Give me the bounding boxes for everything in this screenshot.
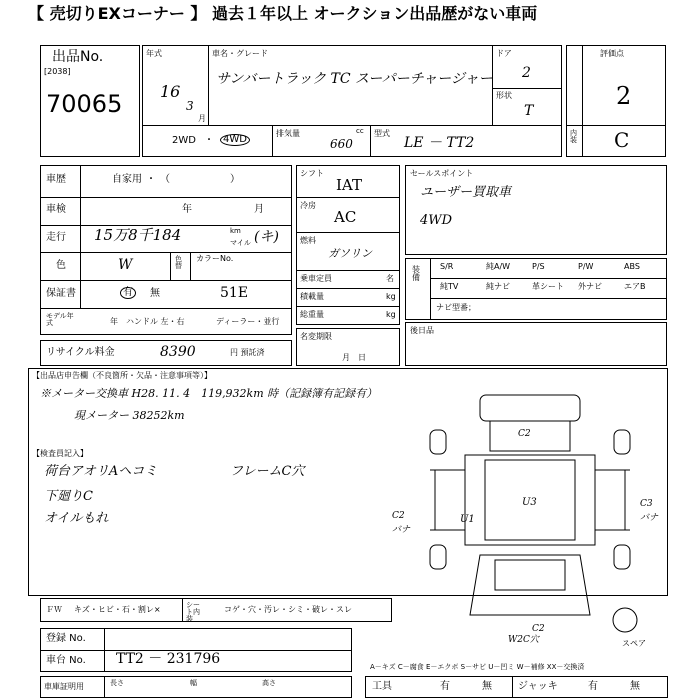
capacity-label: 乗車定員 bbox=[300, 274, 332, 283]
tools-box bbox=[365, 676, 668, 698]
displacement-label: 排気量 bbox=[276, 129, 300, 138]
equipment-item: ABS bbox=[624, 262, 640, 271]
color-label: 色 bbox=[56, 260, 66, 271]
eval-label: 評価点 bbox=[600, 49, 624, 58]
model-label: 型式 bbox=[374, 129, 390, 138]
notes-line1: ※メーター交換車 H28. 11. 4 119,932km 時（記録簿有記録有） bbox=[40, 387, 378, 400]
recycle-unit: 円 預託済 bbox=[230, 348, 265, 357]
shift-label: シフト bbox=[300, 169, 324, 178]
dim-height: 高さ bbox=[262, 679, 276, 687]
diagram-bottom-note2: W2C穴 bbox=[508, 635, 539, 645]
eval-value: 2 bbox=[616, 82, 632, 110]
body-label: 形状 bbox=[496, 91, 512, 100]
inspection-month: 月 bbox=[254, 204, 264, 215]
inspector-line1: 荷台アオリAヘコミ bbox=[44, 464, 158, 479]
inspection-label: 車検 bbox=[46, 204, 66, 215]
equipment-item: 純TV bbox=[440, 282, 459, 291]
recycle-label: リサイクル料金 bbox=[46, 347, 115, 358]
ac-label: 冷房 bbox=[300, 201, 316, 210]
lot-number: 70065 bbox=[46, 90, 123, 118]
diagram-right-note2: バナ bbox=[640, 513, 659, 523]
retrofit-label: 後日品 bbox=[410, 326, 434, 335]
warranty-label: 保証書 bbox=[46, 288, 76, 299]
sheet-title: 【 売切りEXコーナー 】 過去１年以上 オークション出品歴がない車両 bbox=[28, 4, 538, 23]
lot-subcode: [2038] bbox=[44, 67, 71, 76]
equipment-item: P/S bbox=[532, 262, 545, 271]
equipment-item: 外ナビ bbox=[578, 282, 602, 291]
navi-label: ナビ型番； bbox=[436, 303, 476, 312]
dim-width: 幅 bbox=[190, 679, 197, 687]
recycle-value: 8390 bbox=[160, 344, 196, 360]
tool-no: 無 bbox=[482, 681, 492, 692]
sales-point1: ユーザー買取車 bbox=[420, 185, 512, 200]
equipment-item: P/W bbox=[578, 262, 594, 271]
name-value: サンバートラック TC スーパーチャージャー bbox=[216, 71, 493, 87]
jack-no: 無 bbox=[630, 681, 640, 692]
color-change-label: 色替 bbox=[175, 255, 182, 270]
equipment-item: エアB bbox=[624, 282, 646, 291]
dealer-label: ディーラー・並行 bbox=[216, 317, 280, 326]
fuel-label: 燃料 bbox=[300, 236, 316, 245]
month-unit: 月 bbox=[198, 114, 206, 123]
chassis-label: 車台 No. bbox=[46, 655, 86, 666]
spare-label: スペア bbox=[622, 639, 646, 648]
fw-label: ＦＷ bbox=[46, 605, 62, 614]
fuel-value: ガソリン bbox=[328, 247, 372, 260]
color-no-label: カラーNo. bbox=[196, 254, 234, 263]
inspector-label: 【検査員記入】 bbox=[32, 449, 88, 458]
handle-label: ハンドル 左・右 bbox=[126, 317, 185, 326]
sales-box bbox=[405, 165, 667, 255]
name-change-label: 名変期限 bbox=[300, 332, 332, 341]
seat-label: シート内装 bbox=[186, 601, 200, 623]
inspection-year: 年 bbox=[182, 204, 192, 215]
name-label: 車名・グレード bbox=[212, 49, 268, 58]
sales-label: セールスポイント bbox=[410, 169, 474, 178]
diagram-u3: U3 bbox=[522, 497, 537, 508]
jack-yes: 有 bbox=[588, 681, 598, 692]
shift-value: IAT bbox=[336, 176, 362, 194]
body-value: T bbox=[524, 103, 534, 119]
history-label: 車歴 bbox=[46, 174, 66, 185]
model-year-label: モデル年式 bbox=[46, 312, 74, 327]
mileage-note: (キ) bbox=[254, 229, 279, 245]
diagram-c2-top: C2 bbox=[518, 429, 531, 439]
drive-4wd: 4WD bbox=[220, 134, 250, 146]
doors-value: 2 bbox=[522, 65, 531, 81]
model-value: LE － TT2 bbox=[404, 135, 475, 151]
interior-label: 内装 bbox=[570, 129, 577, 144]
history-private: 自家用 bbox=[112, 174, 142, 185]
reg-label: 登録 No. bbox=[46, 633, 86, 644]
displacement-value: 660 bbox=[330, 137, 353, 151]
color-no-value: 51E bbox=[220, 285, 249, 301]
inspector-line3: オイルもれ bbox=[44, 511, 109, 526]
chassis-value: TT2 － 231796 bbox=[116, 651, 221, 667]
lot-label: 出品No. bbox=[52, 49, 104, 65]
equipment-item: 純A/W bbox=[486, 262, 511, 271]
load-label: 積載量 bbox=[300, 292, 324, 301]
warranty-yes: 有 bbox=[120, 287, 136, 299]
year-label: 年式 bbox=[146, 49, 162, 58]
diagram-right-note: C3 bbox=[640, 499, 653, 509]
color-value: W bbox=[118, 257, 133, 273]
mileage-value: 15万8千184 bbox=[94, 226, 182, 244]
month-value: 3 bbox=[186, 99, 194, 113]
diagram-bottom-note: C2 bbox=[532, 624, 545, 634]
name-change-unit: 月 日 bbox=[342, 353, 366, 362]
history-paren: （ ） bbox=[160, 174, 240, 185]
equipment-item: 純ナビ bbox=[486, 282, 510, 291]
interior-value: C bbox=[614, 128, 630, 152]
jack-label: ジャッキ bbox=[518, 681, 558, 692]
fw-items: キズ・ヒビ・石・割レ× bbox=[74, 605, 161, 614]
mileage-alt: マイル bbox=[230, 239, 251, 247]
drive-2wd: 2WD bbox=[172, 135, 196, 146]
notes-line2: 現メーター 38252km bbox=[74, 409, 185, 422]
inspector-line1b: フレームC穴 bbox=[230, 464, 305, 479]
car-damage-diagram bbox=[410, 385, 650, 645]
warranty-no: 無 bbox=[150, 288, 160, 299]
diagram-left-note: C2 bbox=[392, 511, 405, 521]
displacement-unit: cc bbox=[356, 127, 364, 135]
mileage-unit: km bbox=[230, 227, 241, 235]
total-unit: kg bbox=[386, 310, 396, 319]
total-label: 総重量 bbox=[300, 310, 324, 319]
history-box bbox=[40, 165, 292, 335]
equipment-item: S/R bbox=[440, 262, 454, 271]
capacity-unit: 名 bbox=[386, 274, 394, 283]
mileage-label: 走行 bbox=[46, 232, 66, 243]
diagram-u1: U1 bbox=[460, 514, 475, 525]
year-value: 16 bbox=[160, 82, 181, 101]
inspector-line2: 下廻りC bbox=[44, 489, 93, 504]
load-unit: kg bbox=[386, 292, 396, 301]
equipment-label: 装備 bbox=[412, 265, 420, 282]
retrofit-box bbox=[405, 322, 667, 366]
seat-items: コゲ・穴・汚レ・シミ・破レ・スレ bbox=[224, 605, 352, 614]
doors-label: ドア bbox=[496, 49, 512, 58]
sales-point2: 4WD bbox=[420, 213, 453, 228]
ac-value: AC bbox=[334, 208, 357, 226]
dim-length: 長さ bbox=[110, 679, 124, 687]
notes-header: 【出品店申告欄（不良箇所・欠品・注意事項等）】 bbox=[32, 371, 212, 380]
model-year-unit: 年 bbox=[110, 317, 118, 326]
tool-yes: 有 bbox=[440, 681, 450, 692]
equipment-item: 革シート bbox=[532, 282, 564, 291]
drive-sep: ・ bbox=[204, 135, 214, 146]
diagram-left-note2: バナ bbox=[392, 525, 411, 535]
garage-cert-label: 車庫証明用 bbox=[44, 682, 84, 691]
damage-legend: A－キズ C－腐食 E－エクボ S－サビ U－凹ミ W－補修 XX－交換済 bbox=[370, 663, 585, 671]
tool-label: 工具 bbox=[372, 681, 392, 692]
history-dot: ・ bbox=[146, 174, 156, 185]
